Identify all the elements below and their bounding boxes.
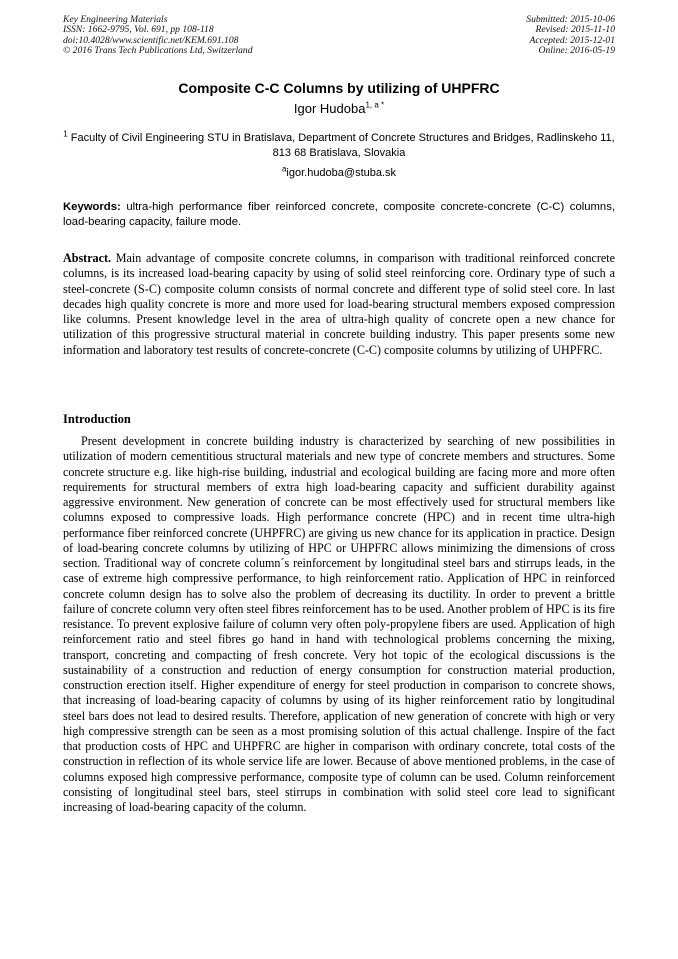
author-superscript: 1, a * <box>365 100 385 110</box>
online-date: Online: 2016-05-19 <box>538 45 615 57</box>
author-name: Igor Hudoba <box>293 101 366 116</box>
publication-dates <box>526 15 615 57</box>
doi-line: doi:10.4028/www.scientific.net/KEM.691.108 <box>63 34 239 46</box>
abstract-label: Abstract. <box>63 251 112 265</box>
keywords-paragraph <box>63 200 615 230</box>
author-email <box>63 164 615 179</box>
abstract-paragraph <box>63 251 615 358</box>
affiliation-superscript: 1 <box>63 129 68 139</box>
affiliation-text: Faculty of Civil Engineering STU in Bratislava, Department of Concrete Structures and Bridges, Radlinskeho 11, 813 68 Bratislava, Slovakia <box>70 132 615 159</box>
abstract-text: Main advantage of composite concrete columns, in comparison with traditional reinforced concrete columns, is its increased load-bearing capacity by using of solid steel reinforcing core. Ordinary type of such a steel-concrete (S-C) composite column consists of normal concrete and different type of solid steel core. In last decades high quality concrete is more and more used for load-bearing structural members exposed compression like columns. Present knowledge level in the area of ultra-high quality of concrete open a new chance for utilization of this progressive structural material in concrete building industry. This paper presents some new information and laboratory test results of concrete-concrete (C-C) composite columns by utilizing of UHPFRC. <box>63 251 615 357</box>
email-address: igor.hudoba@stuba.sk <box>286 167 397 179</box>
email-superscript: a <box>281 164 287 174</box>
paper-title: Composite C-C Columns by utilizing of UHPFRC <box>178 80 500 96</box>
accepted-date: Accepted: 2015-12-01 <box>529 34 615 46</box>
copyright-line: © 2016 Trans Tech Publications Ltd, Switzerland <box>63 45 253 57</box>
affiliation <box>63 131 615 160</box>
author-line <box>63 101 615 116</box>
introduction-paragraph: Present development in concrete building industry is characterized by searching of new possibilities in utilization of modern cementitious structural materials and new type of concrete members and structures. Some concrete structure e.g. like high-rise building, industrial and ecological building are facing more and more often requirements for structural members of extra high load-bearing capacity and sufficient durability against aggressive environment. New generation of concrete can be most effectively used for structural members like columns exposed to compressive loads. High performance concrete (HPC) and in recent time ultra-high performance fiber reinforced concrete (UHPFRC) are giving us new chance for its application in practice. Design of load-bearing concrete columns by utilizing of HPC or UHPFRC allows minimizing the dimensions of cross section. Traditional way of concrete column´s reinforcement by longitudinal steel bars and stirrups leads, in the case of extreme high compressive performance, to high reinforcement ratio. Application of HPC in reinforced concrete column design has to solve also the problem of decreasing its ductility. In order to prevent a brittle failure of concrete column very often steel fibres reinforcement has to be used. Another problem of HPC is its fire resistance. To prevent explosive failure of column very often poly-propylene fibers are used. Application of high reinforcement ratio and steel fibres go hand in hand with technological problems concerning the mixing, transport, concreting and compacting of fresh concrete. Very hot topic of the ecological discussions is the sustainability of a construction and reduction of energy consumption for construction material production, construction erection itself. Higher expenditure of energy for steel production in comparison to concrete shows, that increasing of load-bearing capacity of columns by using of its higher reinforcement ratio by longitudinal steel bars does not lead to desired results. Therefore, application of new generation of concrete with high or very high compressive strength can be seen as a most promising solution of this actual challenge. Inspire of the fact that production costs of HPC and UHPFRC are higher in comparison with ordinary concrete, total costs of the construction in reflection of its whole service life are lower. Because of above mentioned problems, in the case of columns exposed high compressive performance, composite type of column can be used. Column reinforcement consisting of longitudinal steel bars, steel stirrups in combination with solid steel core lead to significant increasing of load-bearing capacity of the column. <box>63 434 615 814</box>
journal-info <box>63 15 253 57</box>
revised-date: Revised: 2015-11-10 <box>535 24 615 36</box>
issn-line: ISSN: 1662-9795, Vol. 691, pp 108-118 <box>63 24 214 36</box>
introduction-heading: Introduction <box>63 412 131 426</box>
keywords-label: Keywords: <box>63 201 121 213</box>
submitted-date: Submitted: 2015-10-06 <box>526 14 615 25</box>
journal-name: Key Engineering Materials <box>63 14 168 25</box>
keywords-text: ultra-high performance fiber reinforced concrete, composite concrete-concrete (C-C) columns, load-bearing capacity, failure mode. <box>63 201 615 228</box>
